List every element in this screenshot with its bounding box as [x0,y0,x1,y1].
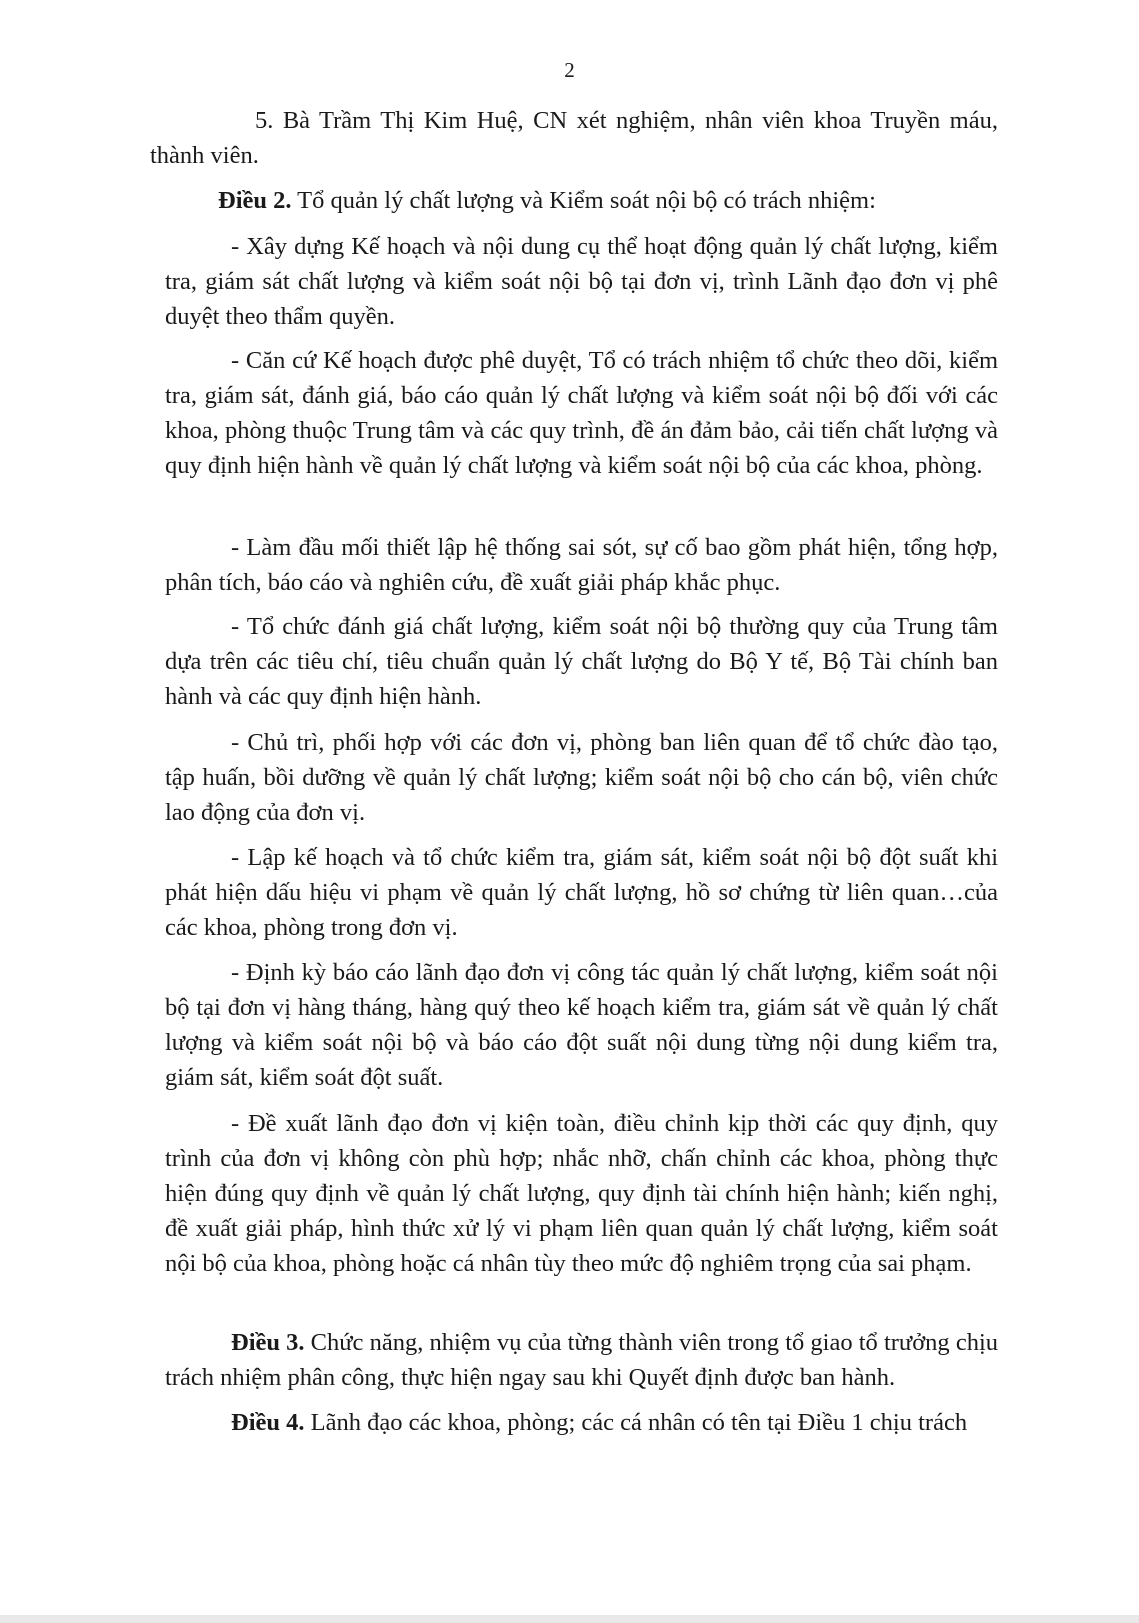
duty-item-8-text: - Đề xuất lãnh đạo đơn vị kiện toàn, điều chỉnh kịp thời các quy định, quy trình của đơn vị không còn phù hợp; nhắc nhỡ, chấn chỉnh các khoa, phòng thực hiện đúng quy định về quản lý chất lượng, quy định tài chính hiện hành; kiến nghị, đề xuất giải pháp, hình thức xử lý vi phạm liên quan quản lý chất lượng, kiểm soát nội bộ của khoa, phòng hoặc cá nhân tùy theo mức độ nghiêm trọng của sai phạm. [165,1110,998,1277]
duty-item-7-text: - Định kỳ báo cáo lãnh đạo đơn vị công tác quản lý chất lượng, kiểm soát nội bộ tại đơn vị hàng tháng, hàng quý theo kế hoạch kiểm tra, giám sát về quản lý chất lượng và kiểm soát nội bộ và báo cáo đột suất nội dung từng nội dung kiểm tra, giám sát, kiểm soát đột suất. [165,959,998,1091]
member-item-5-text: 5. Bà Trầm Thị Kim Huệ, CN xét nghiệm, nhân viên khoa Truyền máu, thành viên. [150,107,998,169]
article-2-text: Tổ quản lý chất lượng và Kiểm soát nội bộ có trách nhiệm: [291,187,876,214]
duty-item-8 [165,1106,998,1281]
duty-item-3-text: - Làm đầu mối thiết lập hệ thống sai sót, sự cố bao gồm phát hiện, tổng hợp, phân tích, báo cáo và nghiên cứu, đề xuất giải pháp khắc phục. [165,534,998,596]
duty-item-7 [165,955,998,1095]
article-4 [165,1405,998,1440]
article-3-label: Điều 3. [231,1329,305,1356]
article-3 [165,1325,998,1395]
duty-item-5 [165,725,998,830]
member-item-5 [150,103,998,173]
duty-item-6 [165,840,998,945]
article-3-text: Chức năng, nhiệm vụ của từng thành viên trong tổ giao tổ trưởng chịu trách nhiệm phân công, thực hiện ngay sau khi Quyết định được ban hành. [165,1329,998,1391]
duty-item-4-text: - Tổ chức đánh giá chất lượng, kiểm soát nội bộ thường quy của Trung tâm dựa trên các tiêu chí, tiêu chuẩn quản lý chất lượng do Bộ Y tế, Bộ Tài chính ban hành và các quy định hiện hành. [165,613,998,710]
article-4-label: Điều 4. [231,1409,305,1436]
duty-item-2 [165,343,998,483]
duty-item-1-text: - Xây dựng Kế hoạch và nội dung cụ thể hoạt động quản lý chất lượng, kiểm tra, giám sát chất lượng và kiểm soát nội bộ tại đơn vị, trình Lãnh đạo đơn vị phê duyệt theo thẩm quyền. [165,233,998,330]
duty-item-5-text: - Chủ trì, phối hợp với các đơn vị, phòng ban liên quan để tổ chức đào tạo, tập huấn, bồi dưỡng về quản lý chất lượng; kiểm soát nội bộ cho cán bộ, viên chức lao động của đơn vị. [165,729,998,826]
duty-item-1 [165,229,998,334]
article-2 [218,183,1008,218]
duty-item-6-text: - Lập kế hoạch và tổ chức kiểm tra, giám sát, kiểm soát nội bộ đột suất khi phát hiện dấu hiệu vi phạm về quản lý chất lượng, hồ sơ chứng từ liên quan…của các khoa, phòng trong đơn vị. [165,844,998,941]
duty-item-3 [165,530,998,600]
duty-item-4 [165,609,998,714]
bottom-edge [0,1615,1139,1623]
page-number: 2 [564,58,575,82]
article-4-text: Lãnh đạo các khoa, phòng; các cá nhân có tên tại Điều 1 chịu trách [304,1409,968,1436]
duty-item-2-text: - Căn cứ Kế hoạch được phê duyệt, Tổ có trách nhiệm tổ chức theo dõi, kiểm tra, giám sát, đánh giá, báo cáo quản lý chất lượng và kiểm soát nội bộ đối với các khoa, phòng thuộc Trung tâm và các quy trình, đề án đảm bảo, cải tiến chất lượng và quy định hiện hành về quản lý chất lượng và kiểm soát nội bộ của các khoa, phòng. [165,347,998,479]
article-2-label: Điều 2. [218,187,292,214]
